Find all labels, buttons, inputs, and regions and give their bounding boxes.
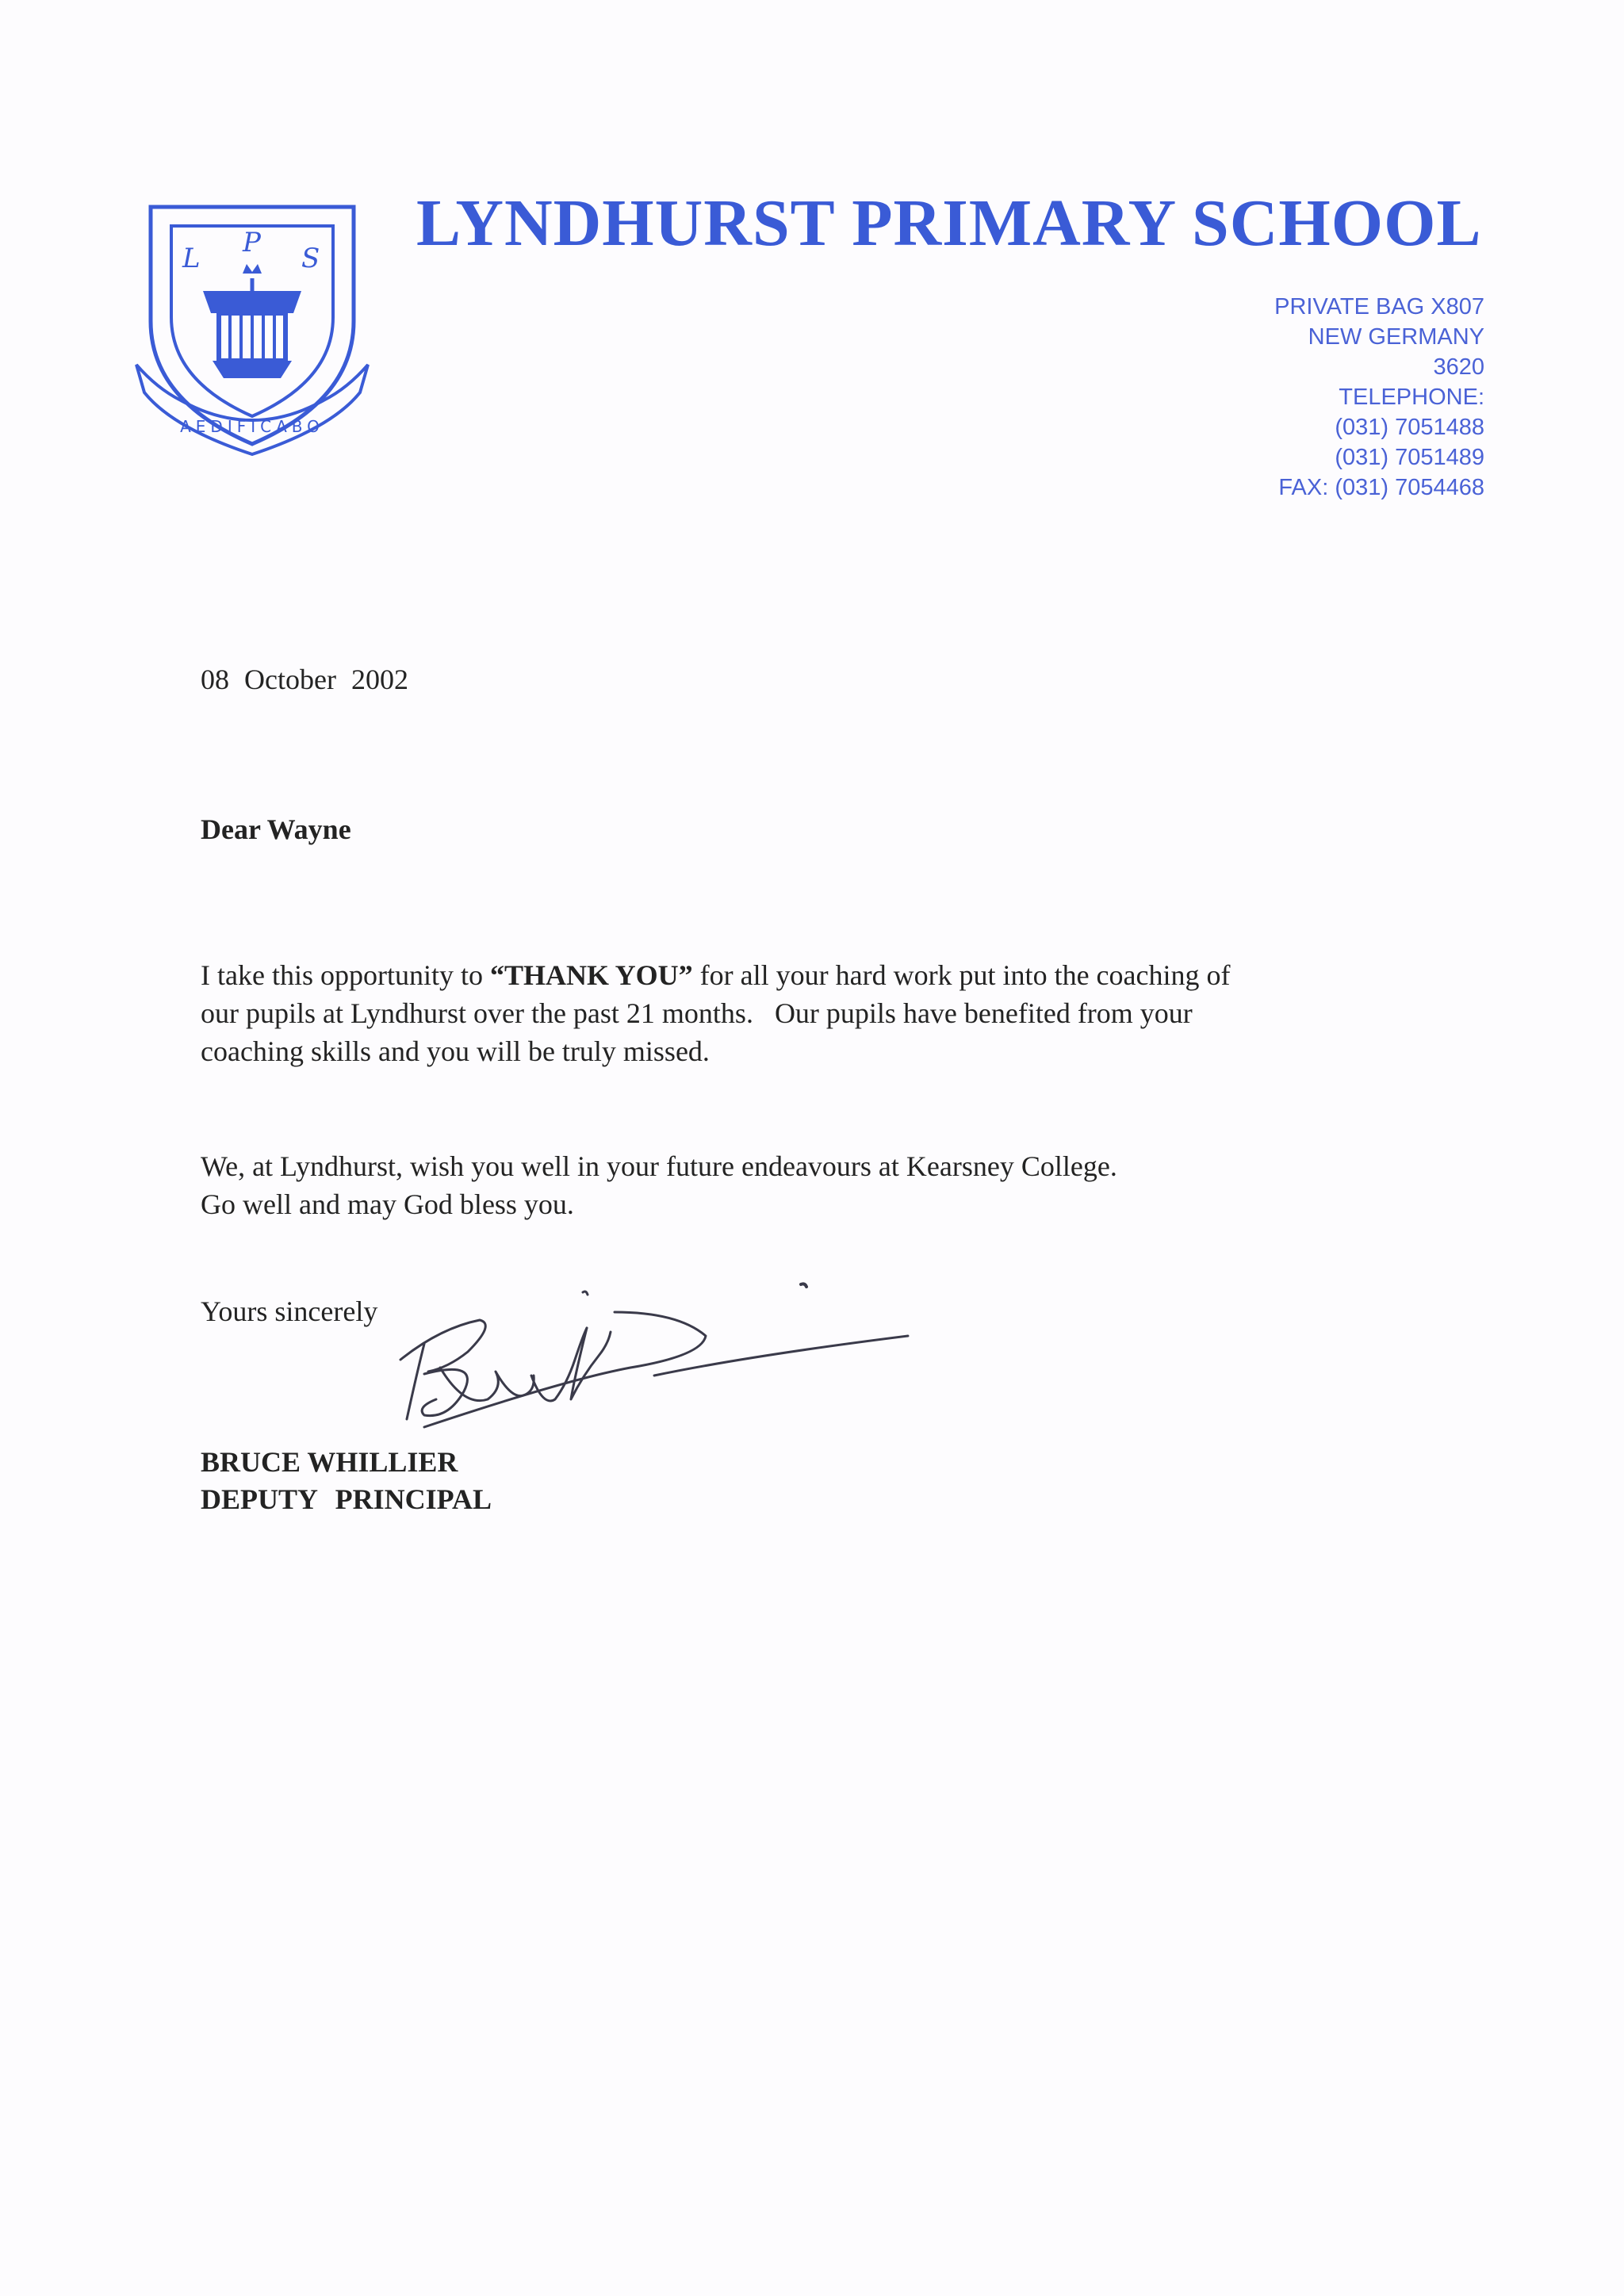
- school-address: [1274, 292, 1484, 503]
- school-name: LYNDHURST PRIMARY SCHOOL: [416, 186, 1482, 260]
- signatory-title: DEPUTY PRINCIPAL: [201, 1483, 492, 1515]
- letter-date: 08 October 2002: [201, 664, 408, 695]
- paragraph-thanks: [201, 956, 1230, 1070]
- crest-letter-s: S: [301, 243, 320, 274]
- address-line: TELEPHONE:: [1339, 385, 1484, 410]
- crest-letter-l: L: [182, 243, 201, 274]
- paragraph-line: coaching skills and you will be truly missed.: [201, 1035, 710, 1067]
- address-line: (031) 7051489: [1335, 445, 1484, 470]
- crest-letter-p: P: [243, 227, 261, 258]
- text-run: I take this opportunity to: [201, 959, 490, 991]
- address-line: PRIVATE BAG X807: [1274, 294, 1484, 320]
- address-line: FAX: (031) 7054468: [1278, 475, 1484, 500]
- paragraph-line: [201, 956, 1230, 994]
- closing: Yours sincerely: [201, 1295, 378, 1327]
- signatory-name: BRUCE WHILLIER: [201, 1446, 458, 1478]
- paragraph-wishes: [201, 1147, 1117, 1223]
- address-line: (031) 7051488: [1335, 415, 1484, 440]
- address-line: NEW GERMANY: [1308, 324, 1484, 350]
- handwritten-signature: [393, 1280, 932, 1439]
- paragraph-line: Go well and may God bless you.: [201, 1188, 574, 1220]
- paragraph-line: We, at Lyndhurst, wish you well in your future endeavours at Kearsney College.: [201, 1150, 1117, 1182]
- salutation: Dear Wayne: [201, 813, 351, 845]
- address-line: 3620: [1433, 354, 1484, 380]
- crest-motto: AEDIFICABO: [180, 417, 324, 436]
- thank-you-emphasis: “THANK YOU”: [489, 959, 693, 991]
- text-run: for all your hard work put into the coaching of: [692, 959, 1231, 991]
- school-crest-logo: [133, 202, 371, 456]
- paragraph-line: our pupils at Lyndhurst over the past 21 months. Our pupils have benefited from your: [201, 997, 1193, 1029]
